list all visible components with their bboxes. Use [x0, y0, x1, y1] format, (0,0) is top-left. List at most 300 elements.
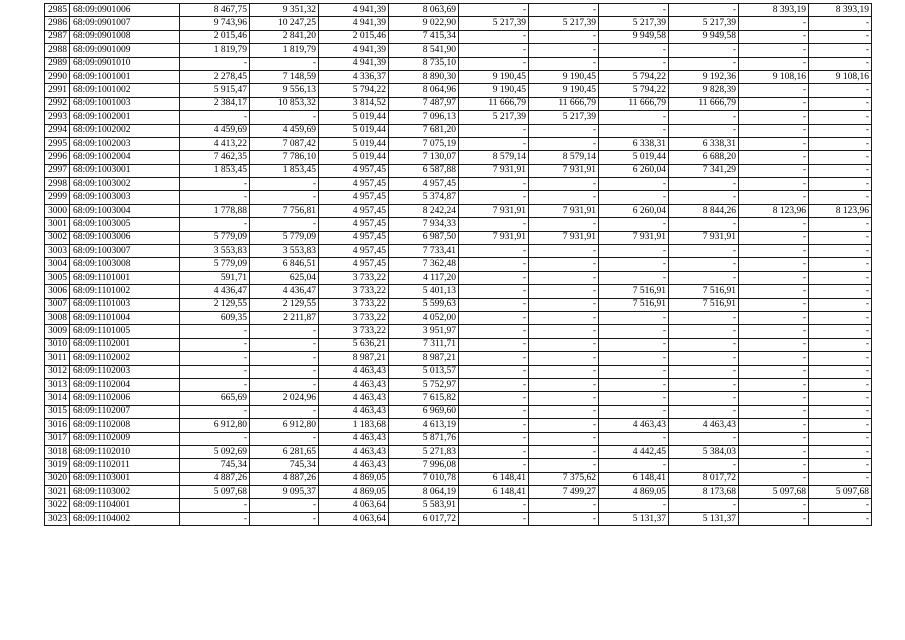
- value-cell: 8 393,19: [739, 4, 809, 17]
- value-cell: -: [739, 499, 809, 512]
- value-cell: -: [809, 405, 872, 418]
- value-cell: -: [809, 325, 872, 338]
- value-cell: -: [809, 365, 872, 378]
- value-cell: -: [459, 311, 529, 324]
- value-cell: 5 092,69: [180, 445, 250, 458]
- table-row: [45, 298, 872, 311]
- cadastral-code-cell: 68:09:1003003: [70, 191, 180, 204]
- value-cell: -: [459, 459, 529, 472]
- value-cell: -: [669, 4, 739, 17]
- value-cell: -: [459, 445, 529, 458]
- table-row: [45, 124, 872, 137]
- value-cell: -: [669, 245, 739, 258]
- value-cell: 8 579,14: [529, 151, 599, 164]
- value-cell: -: [529, 432, 599, 445]
- data-table: [44, 3, 872, 526]
- value-cell: -: [250, 499, 319, 512]
- value-cell: -: [459, 191, 529, 204]
- value-cell: 1 183,68: [319, 419, 389, 432]
- value-cell: -: [529, 419, 599, 432]
- value-cell: 9 190,45: [459, 70, 529, 83]
- value-cell: 6 017,72: [389, 512, 459, 525]
- value-cell: 3 553,83: [250, 245, 319, 258]
- table-row: [45, 338, 872, 351]
- cadastral-code-cell: 68:09:0901007: [70, 17, 180, 30]
- value-cell: -: [809, 419, 872, 432]
- value-cell: 5 794,22: [319, 84, 389, 97]
- value-cell: -: [669, 459, 739, 472]
- cadastral-code-cell: 68:09:1103001: [70, 472, 180, 485]
- value-cell: 4 063,64: [319, 499, 389, 512]
- value-cell: 4 869,05: [319, 472, 389, 485]
- value-cell: -: [809, 191, 872, 204]
- row-number-cell: 3022: [45, 499, 70, 512]
- row-number-cell: 2999: [45, 191, 70, 204]
- table-row: [45, 445, 872, 458]
- value-cell: 4 413,22: [180, 137, 250, 150]
- value-cell: -: [669, 311, 739, 324]
- value-cell: 7 487,97: [389, 97, 459, 110]
- value-cell: -: [529, 44, 599, 57]
- value-cell: -: [599, 271, 669, 284]
- value-cell: 3 733,22: [319, 325, 389, 338]
- value-cell: 9 190,45: [529, 70, 599, 83]
- value-cell: -: [739, 124, 809, 137]
- value-cell: 8 735,10: [389, 57, 459, 70]
- table-row: [45, 245, 872, 258]
- value-cell: -: [459, 124, 529, 137]
- value-cell: 7 931,91: [599, 231, 669, 244]
- value-cell: 5 374,87: [389, 191, 459, 204]
- cadastral-code-cell: 68:09:1101003: [70, 298, 180, 311]
- value-cell: 4 436,47: [180, 285, 250, 298]
- value-cell: -: [739, 325, 809, 338]
- value-cell: 1 853,45: [250, 164, 319, 177]
- table-row: [45, 472, 872, 485]
- value-cell: 4 869,05: [319, 486, 389, 499]
- value-cell: 10 247,25: [250, 17, 319, 30]
- value-cell: -: [809, 151, 872, 164]
- value-cell: -: [529, 137, 599, 150]
- value-cell: -: [739, 245, 809, 258]
- value-cell: -: [250, 365, 319, 378]
- value-cell: 7 087,42: [250, 137, 319, 150]
- row-number-cell: 3018: [45, 445, 70, 458]
- value-cell: -: [739, 432, 809, 445]
- value-cell: 11 666,79: [599, 97, 669, 110]
- cadastral-code-cell: 68:09:1103002: [70, 486, 180, 499]
- value-cell: 4 941,39: [319, 57, 389, 70]
- value-cell: -: [250, 432, 319, 445]
- value-cell: -: [669, 44, 739, 57]
- value-cell: 1 819,79: [250, 44, 319, 57]
- value-cell: -: [739, 378, 809, 391]
- value-cell: -: [669, 365, 739, 378]
- cadastral-code-cell: 68:09:1003002: [70, 178, 180, 191]
- row-number-cell: 3009: [45, 325, 70, 338]
- value-cell: 7 075,19: [389, 137, 459, 150]
- value-cell: -: [809, 285, 872, 298]
- table-row: [45, 97, 872, 110]
- value-cell: 5 097,68: [739, 486, 809, 499]
- value-cell: 4 957,45: [319, 258, 389, 271]
- value-cell: 7 934,33: [389, 218, 459, 231]
- value-cell: 4 957,45: [319, 245, 389, 258]
- value-cell: -: [739, 419, 809, 432]
- value-cell: -: [809, 499, 872, 512]
- value-cell: 6 260,04: [599, 164, 669, 177]
- value-cell: -: [669, 499, 739, 512]
- value-cell: -: [250, 352, 319, 365]
- value-cell: 9 556,13: [250, 84, 319, 97]
- value-cell: 7 499,27: [529, 486, 599, 499]
- value-cell: 2 129,55: [180, 298, 250, 311]
- cadastral-code-cell: 68:09:1102010: [70, 445, 180, 458]
- value-cell: -: [529, 459, 599, 472]
- value-cell: 4 463,43: [319, 365, 389, 378]
- value-cell: 7 516,91: [669, 298, 739, 311]
- row-number-cell: 3008: [45, 311, 70, 324]
- value-cell: 7 931,91: [529, 231, 599, 244]
- value-cell: -: [250, 512, 319, 525]
- row-number-cell: 3023: [45, 512, 70, 525]
- value-cell: 9 095,37: [250, 486, 319, 499]
- value-cell: -: [809, 472, 872, 485]
- value-cell: 4 463,43: [319, 392, 389, 405]
- value-cell: -: [459, 245, 529, 258]
- value-cell: -: [739, 164, 809, 177]
- value-cell: 4 336,37: [319, 70, 389, 83]
- value-cell: 3 814,52: [319, 97, 389, 110]
- value-cell: 3 733,22: [319, 285, 389, 298]
- value-cell: -: [180, 178, 250, 191]
- value-cell: 9 351,32: [250, 4, 319, 17]
- cadastral-code-cell: 68:09:1102001: [70, 338, 180, 351]
- value-cell: -: [809, 17, 872, 30]
- table-row: [45, 325, 872, 338]
- cadastral-code-cell: 68:09:1001003: [70, 97, 180, 110]
- value-cell: -: [250, 325, 319, 338]
- value-cell: 2 278,45: [180, 70, 250, 83]
- value-cell: -: [529, 124, 599, 137]
- row-number-cell: 3010: [45, 338, 70, 351]
- value-cell: -: [529, 218, 599, 231]
- value-cell: -: [459, 271, 529, 284]
- row-number-cell: 2997: [45, 164, 70, 177]
- value-cell: -: [809, 44, 872, 57]
- table-row: [45, 405, 872, 418]
- value-cell: -: [529, 499, 599, 512]
- value-cell: -: [739, 17, 809, 30]
- value-cell: -: [809, 231, 872, 244]
- value-cell: 4 459,69: [250, 124, 319, 137]
- table-row: [45, 392, 872, 405]
- row-number-cell: 2996: [45, 151, 70, 164]
- value-cell: 7 148,59: [250, 70, 319, 83]
- value-cell: 5 871,76: [389, 432, 459, 445]
- value-cell: -: [809, 30, 872, 43]
- value-cell: 8 064,96: [389, 84, 459, 97]
- value-cell: -: [809, 137, 872, 150]
- row-number-cell: 3014: [45, 392, 70, 405]
- value-cell: 665,69: [180, 392, 250, 405]
- value-cell: -: [809, 218, 872, 231]
- value-cell: -: [809, 111, 872, 124]
- row-number-cell: 3015: [45, 405, 70, 418]
- value-cell: -: [599, 378, 669, 391]
- value-cell: 7 516,91: [599, 285, 669, 298]
- value-cell: -: [809, 298, 872, 311]
- value-cell: 591,71: [180, 271, 250, 284]
- value-cell: -: [459, 44, 529, 57]
- value-cell: -: [809, 57, 872, 70]
- value-cell: -: [809, 271, 872, 284]
- value-cell: 7 931,91: [529, 164, 599, 177]
- value-cell: 3 553,83: [180, 245, 250, 258]
- value-cell: -: [180, 325, 250, 338]
- value-cell: 8 173,68: [669, 486, 739, 499]
- cadastral-code-cell: 68:09:1102008: [70, 419, 180, 432]
- cadastral-code-cell: 68:09:1003005: [70, 218, 180, 231]
- table-row: [45, 84, 872, 97]
- value-cell: 3 951,97: [389, 325, 459, 338]
- cadastral-code-cell: 68:09:0901008: [70, 30, 180, 43]
- table-row: [45, 30, 872, 43]
- value-cell: -: [599, 338, 669, 351]
- value-cell: 5 794,22: [599, 84, 669, 97]
- value-cell: -: [529, 191, 599, 204]
- table-row: [45, 191, 872, 204]
- value-cell: -: [739, 285, 809, 298]
- cadastral-code-cell: 68:09:1102002: [70, 352, 180, 365]
- value-cell: -: [809, 245, 872, 258]
- value-cell: -: [599, 178, 669, 191]
- value-cell: 7 096,13: [389, 111, 459, 124]
- value-cell: -: [529, 352, 599, 365]
- row-number-cell: 3001: [45, 218, 70, 231]
- table-row: [45, 512, 872, 525]
- value-cell: 8 579,14: [459, 151, 529, 164]
- value-cell: 9 108,16: [739, 70, 809, 83]
- value-cell: 6 338,31: [669, 137, 739, 150]
- value-cell: -: [180, 352, 250, 365]
- value-cell: 4 117,20: [389, 271, 459, 284]
- row-number-cell: 3007: [45, 298, 70, 311]
- value-cell: -: [809, 311, 872, 324]
- cadastral-code-cell: 68:09:1002001: [70, 111, 180, 124]
- value-cell: -: [739, 365, 809, 378]
- value-cell: -: [529, 245, 599, 258]
- value-cell: -: [599, 245, 669, 258]
- value-cell: 7 931,91: [459, 204, 529, 217]
- value-cell: -: [180, 218, 250, 231]
- value-cell: 2 024,96: [250, 392, 319, 405]
- value-cell: 4 869,05: [599, 486, 669, 499]
- value-cell: 4 957,45: [319, 164, 389, 177]
- value-cell: -: [669, 432, 739, 445]
- value-cell: 7 130,07: [389, 151, 459, 164]
- value-cell: 5 636,21: [319, 338, 389, 351]
- value-cell: 8 242,24: [389, 204, 459, 217]
- value-cell: 7 931,91: [529, 204, 599, 217]
- value-cell: 4 887,26: [250, 472, 319, 485]
- value-cell: 4 613,19: [389, 419, 459, 432]
- value-cell: 4 941,39: [319, 17, 389, 30]
- row-number-cell: 2985: [45, 4, 70, 17]
- value-cell: -: [809, 445, 872, 458]
- cadastral-code-cell: 68:09:1002004: [70, 151, 180, 164]
- value-cell: 9 108,16: [809, 70, 872, 83]
- value-cell: 4 957,45: [319, 218, 389, 231]
- value-cell: -: [739, 512, 809, 525]
- value-cell: -: [809, 512, 872, 525]
- value-cell: -: [459, 285, 529, 298]
- value-cell: -: [250, 218, 319, 231]
- value-cell: -: [529, 445, 599, 458]
- value-cell: 5 019,44: [319, 137, 389, 150]
- value-cell: 8 017,72: [669, 472, 739, 485]
- value-cell: 6 912,80: [250, 419, 319, 432]
- value-cell: -: [599, 352, 669, 365]
- row-number-cell: 2998: [45, 178, 70, 191]
- value-cell: 2 015,46: [180, 30, 250, 43]
- value-cell: -: [739, 311, 809, 324]
- value-cell: 6 281,65: [250, 445, 319, 458]
- cadastral-code-cell: 68:09:1001002: [70, 84, 180, 97]
- value-cell: -: [739, 445, 809, 458]
- table-row: [45, 285, 872, 298]
- value-cell: -: [599, 258, 669, 271]
- value-cell: -: [669, 392, 739, 405]
- value-cell: -: [529, 271, 599, 284]
- value-cell: -: [459, 405, 529, 418]
- value-cell: 4 957,45: [319, 191, 389, 204]
- value-cell: -: [459, 30, 529, 43]
- value-cell: 9 190,45: [459, 84, 529, 97]
- value-cell: 4 463,43: [319, 405, 389, 418]
- value-cell: -: [529, 325, 599, 338]
- cadastral-code-cell: 68:09:1102004: [70, 378, 180, 391]
- value-cell: -: [739, 231, 809, 244]
- value-cell: 5 779,09: [180, 231, 250, 244]
- value-cell: 7 010,78: [389, 472, 459, 485]
- value-cell: 5 019,44: [599, 151, 669, 164]
- cadastral-code-cell: 68:09:1003001: [70, 164, 180, 177]
- value-cell: -: [180, 378, 250, 391]
- row-number-cell: 2986: [45, 17, 70, 30]
- value-cell: 5 097,68: [809, 486, 872, 499]
- value-cell: -: [459, 419, 529, 432]
- table-body: [45, 4, 872, 526]
- value-cell: -: [599, 499, 669, 512]
- value-cell: -: [529, 178, 599, 191]
- value-cell: -: [599, 44, 669, 57]
- value-cell: 9 949,58: [599, 30, 669, 43]
- row-number-cell: 2993: [45, 111, 70, 124]
- value-cell: 8 844,26: [669, 204, 739, 217]
- value-cell: 8 541,90: [389, 44, 459, 57]
- row-number-cell: 3020: [45, 472, 70, 485]
- value-cell: -: [669, 338, 739, 351]
- value-cell: -: [459, 325, 529, 338]
- value-cell: 4 463,43: [599, 419, 669, 432]
- value-cell: -: [250, 57, 319, 70]
- value-cell: -: [669, 258, 739, 271]
- value-cell: -: [739, 191, 809, 204]
- value-cell: 7 786,10: [250, 151, 319, 164]
- value-cell: -: [459, 512, 529, 525]
- value-cell: 4 941,39: [319, 4, 389, 17]
- row-number-cell: 3016: [45, 419, 70, 432]
- value-cell: 6 338,31: [599, 137, 669, 150]
- value-cell: -: [599, 57, 669, 70]
- value-cell: 8 890,30: [389, 70, 459, 83]
- value-cell: -: [180, 111, 250, 124]
- value-cell: 745,34: [250, 459, 319, 472]
- value-cell: 4 463,43: [669, 419, 739, 432]
- value-cell: 11 666,79: [669, 97, 739, 110]
- value-cell: -: [599, 311, 669, 324]
- value-cell: 8 123,96: [739, 204, 809, 217]
- value-cell: 5 013,57: [389, 365, 459, 378]
- table-row: [45, 378, 872, 391]
- value-cell: -: [739, 298, 809, 311]
- value-cell: -: [739, 352, 809, 365]
- value-cell: -: [180, 57, 250, 70]
- row-number-cell: 3013: [45, 378, 70, 391]
- value-cell: 8 123,96: [809, 204, 872, 217]
- value-cell: 5 271,83: [389, 445, 459, 458]
- value-cell: -: [809, 378, 872, 391]
- value-cell: -: [809, 84, 872, 97]
- value-cell: 2 384,17: [180, 97, 250, 110]
- row-number-cell: 2988: [45, 44, 70, 57]
- value-cell: 5 599,63: [389, 298, 459, 311]
- value-cell: 1 778,88: [180, 204, 250, 217]
- cadastral-code-cell: 68:09:0901006: [70, 4, 180, 17]
- table-row: [45, 57, 872, 70]
- value-cell: -: [739, 392, 809, 405]
- value-cell: -: [529, 392, 599, 405]
- value-cell: -: [459, 137, 529, 150]
- cadastral-code-cell: 68:09:1003008: [70, 258, 180, 271]
- value-cell: -: [529, 285, 599, 298]
- value-cell: -: [459, 352, 529, 365]
- cadastral-code-cell: 68:09:0901010: [70, 57, 180, 70]
- value-cell: 5 779,09: [180, 258, 250, 271]
- cadastral-code-cell: 68:09:1003006: [70, 231, 180, 244]
- value-cell: -: [809, 178, 872, 191]
- cadastral-code-cell: 68:09:1104001: [70, 499, 180, 512]
- value-cell: -: [739, 97, 809, 110]
- row-number-cell: 3019: [45, 459, 70, 472]
- value-cell: -: [599, 124, 669, 137]
- value-cell: -: [529, 4, 599, 17]
- value-cell: 625,04: [250, 271, 319, 284]
- cadastral-code-cell: 68:09:1102009: [70, 432, 180, 445]
- value-cell: -: [529, 258, 599, 271]
- value-cell: 4 463,43: [319, 432, 389, 445]
- value-cell: 5 019,44: [319, 124, 389, 137]
- cadastral-code-cell: 68:09:1001001: [70, 70, 180, 83]
- cadastral-code-cell: 68:09:1102007: [70, 405, 180, 418]
- value-cell: -: [739, 30, 809, 43]
- value-cell: 2 015,46: [319, 30, 389, 43]
- value-cell: -: [529, 57, 599, 70]
- cadastral-code-cell: 68:09:1003004: [70, 204, 180, 217]
- row-number-cell: 3012: [45, 365, 70, 378]
- value-cell: -: [739, 459, 809, 472]
